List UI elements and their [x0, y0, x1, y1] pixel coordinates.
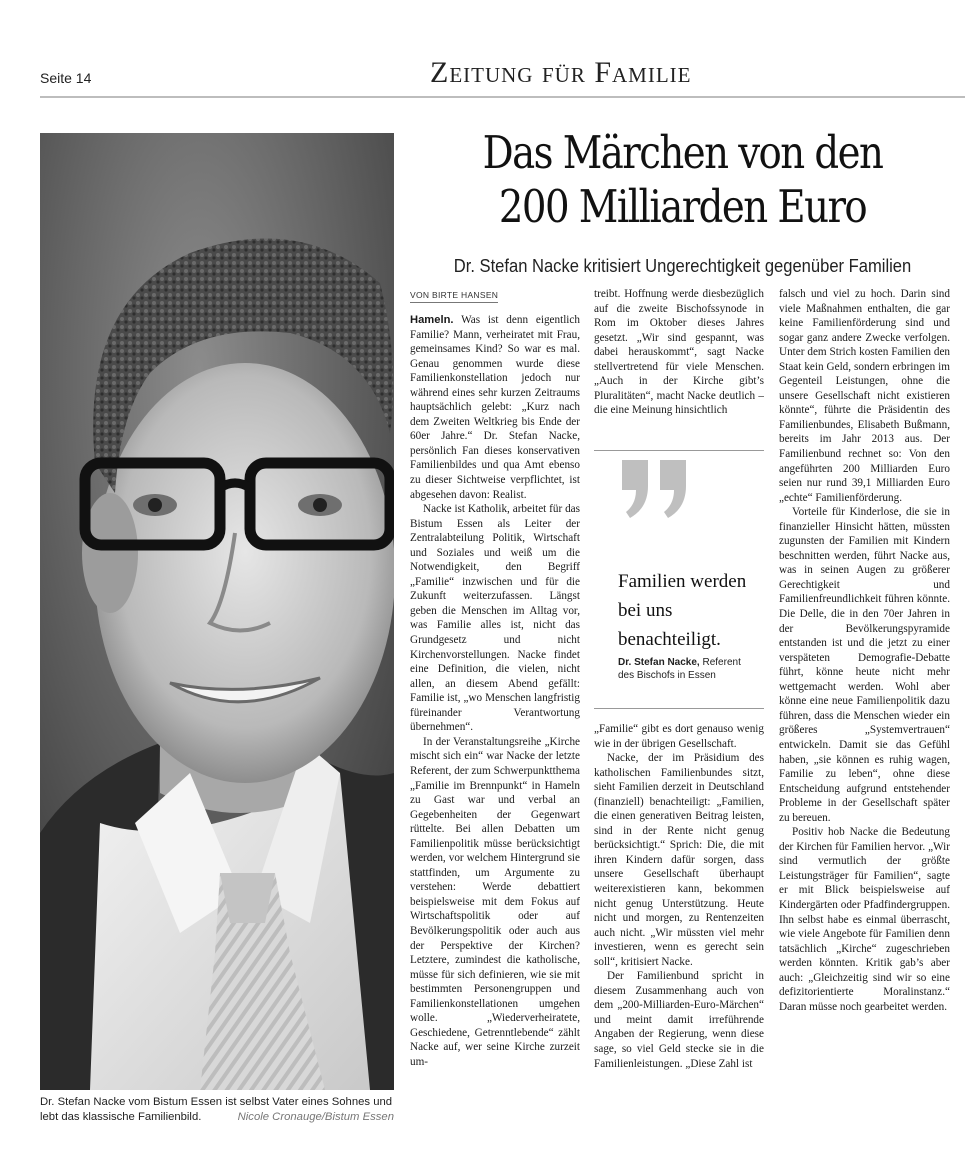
paragraph: Vorteile für Kinderlose, die sie in finanzieller Hinsicht hätten, müssten zugunsten der Familien mit Kindern beschnitten werden, führt Nacke aus, was in seinen Augen zu größerer Gerechtigkeit und Familienfreundlichkeit führen könnte. Die Delle, die in den 70er Jahren in der Bevölkerungspyramide entstanden ist und die jetzt zu einer verspäteten Demografie-Debatte führt, könne heute nicht mehr wettgemacht werden. Wohl aber könne eine neue Familienpolitik dazu führen, dass die Menschen wieder ein größeres „Systemvertrauen“ entwickeln. Damit sie das Gefühl haben, „sie können es ruhig wagen, Familie zu leben“, ohne diese Entscheidung aufgrund entstehender Probleme in der Gesellschaft später zu bereuen.	[779, 506, 950, 824]
portrait-photo	[40, 133, 394, 1090]
quote-rule-top	[594, 450, 764, 451]
paragraph	[410, 313, 580, 502]
photo-credit: Nicole Cronauge/Bistum Essen	[237, 1111, 394, 1123]
page-number: Seite 14	[40, 70, 92, 86]
quote-rule-bottom	[594, 708, 764, 709]
quote-text: Familien werden bei uns benachteiligt.	[618, 571, 747, 650]
headline: Das Märchen von den 200 Milliarden Euro	[482, 126, 883, 233]
paragraph: falsch und viel zu hoch. Darin sind viele Maßnahmen enthalten, die gar keine Familienförderung sind und sogar ganz andere Zwecke verfolgen. Unter dem Strich kosten Familien den Staat kein Geld, sondern erbringen im Gegenteil Leistungen, ohne die unsere Gesellschaft nicht existieren könnte“, führte die Präsidentin des Familienbundes, Elisabeth Bußmann, bereits im Jahr 2013 aus. Der Familienbund rechnet so: Von den angeführten 200 Milliarden Euro seien nur rund 39,1 Milliarden Euro „echte“ Familienförderung.	[779, 288, 950, 504]
byline: VON BIRTE HANSEN	[410, 290, 498, 303]
pull-quote	[594, 450, 764, 714]
paragraph: Nacke, der im Präsidium des katholischen Familienbundes sitzt, sieht Familien derzeit in Deutschland (finanziell) benachteiligt: „Familien, die einen generativen Beitrag leisten, sind in der Rente nicht genug berücksichtigt.“ Sprich: Die, die mit ihren Kindern dafür sorgen, dass unsere Gesellschaft überhaupt weiterexistieren kann, bekommen nicht genug Unterstützung. Heute nicht und morgen, zu Rentenzeiten auch nicht. „Wir müssten viel mehr investieren, wenn es gerecht sein soll“, kritisiert Nacke.	[594, 752, 764, 968]
photo-caption	[40, 1095, 394, 1125]
paragraph: Nacke ist Katholik, arbeitet für das Bistum Essen als Leiter der Zentralabteilung Politik, Wirtschaft und Soziales und weiß um die Notwendigkeit, den Begriff „Familie“ inzwischen und für die Zukunft weiterzufassen. Längst geben die Menschen im Alltag vor, was Familie alles ist, nicht das Grundgesetz und nicht Kirchenvorstellungen. Nacke findet eine Definition, die vielen, nicht allen, an diesem Abend gefällt: Familie ist, „wo Menschen langfristig füreinander Verantwortung übernehmen“.	[410, 503, 580, 734]
paragraph: In der Veranstaltungsreihe „Kirche mischt sich ein“ war Nacke der letzte Referent, der zum Schwerpunktthema „Familie im Brennpunkt“ in Hameln zu Gast war und verbal an Gegebenheiten der Gegenwart rüttelte. Bei allen Debatten um Familienpolitik müsse berücksichtigt werden, vor welchem Hintergrund sie stattfinden, um Argumente zu verstehen: Werde debattiert beispielsweise mit dem Fokus auf Wirtschaftspolitik oder auf Bevölkerungspolitik oder auch aus der Perspektive der Kirchen? Letztere, zumindest die katholische, müsse für sich definieren, wie sie mit bestimmten Personengruppen und Familienkonstellationen umgehen wolle. „Wiederverheiratete, Geschiedene, Getrenntlebende“ zählt Nacke auf, wer seine Kirche zurzeit um-	[410, 735, 580, 1068]
section-title: Zeitung für Familie	[430, 56, 692, 89]
quote-author-name: Dr. Stefan Nacke,	[618, 657, 700, 668]
paragraph: Positiv hob Nacke die Bedeutung der Kirchen für Familien hervor. „Wir sind vermutlich der größte Leistungsträger für Familien“, sagte er mit Blick beispielsweise auf Kindergärten oder Pfadfindergruppen. Ihn selbst habe es einmal überrascht, wie viele Angebote für Familien denn tatsächlich „Kirche“ zugeschrieben werden könnten. Kritik gab’s aber auch: „Gleichzeitig sind wir so eine defizitorientierte Moralinstanz.“ Daran müsse noch gearbeitet werden.	[779, 826, 950, 1013]
paragraph: treibt. Hoffnung werde diesbezüglich auf die zweite Bischofssynode in Rom im Oktober dieses Jahres gesetzt. „Wir sind gespannt, was dabei herauskommt“, sagt Nacke stellvertretend für viele Menschen. „Auch in der Kirche gibt’s Pluralitäten“, macht Nacke deutlich – die eine Meinung hinsichtlich	[594, 288, 764, 417]
quote-attribution	[618, 656, 758, 682]
article-column-2-top	[594, 287, 764, 447]
article-column-2-bottom	[594, 722, 764, 1128]
quotation-marks-icon	[618, 460, 693, 520]
quote-author-role: Referent des Bischofs in Essen	[618, 657, 741, 681]
subheadline: Dr. Stefan Nacke kritisiert Ungerechtigkeit gegenüber Familien	[453, 256, 912, 276]
dateline: Hameln.	[410, 314, 454, 326]
paragraph-text: Was ist denn eigentlich Familie? Mann, verheiratet mit Frau, gemeinsames Kind? So war es mal. Genau genommen wurde diese Familienkonstellation jedoch nur während eines sehr kurzen Zeitraums hauptsächlich gelebt: „Kurz nach dem Zweiten Weltkrieg bis Ende der 60er Jahre.“ Dr. Stefan Nacke, persönlich Fan dieses konservativen Familienbildes und qua Amt ebenso zu dieser Sichtweise verpflichtet, ist abgesehen davon: Realist.	[410, 314, 580, 501]
paragraph: Der Familienbund spricht in diesem Zusammenhang auch von dem „200-Milliarden-Euro-Märchen“ und meint damit irreführende Angaben der Regierung, wenn diese sage, so viel Geld stecke sie in die Familienleistungen. „Diese Zahl ist	[594, 970, 764, 1070]
article-column-3	[779, 287, 950, 1128]
header-rule	[40, 96, 965, 98]
caption-text: Dr. Stefan Nacke vom Bistum Essen ist selbst Vater eines Sohnes und lebt das klassische Familienbild.	[40, 1096, 393, 1123]
paragraph: „Familie“ gibt es dort genauso wenig wie in der übrigen Gesellschaft.	[594, 723, 764, 750]
article-column-1	[410, 313, 580, 1128]
